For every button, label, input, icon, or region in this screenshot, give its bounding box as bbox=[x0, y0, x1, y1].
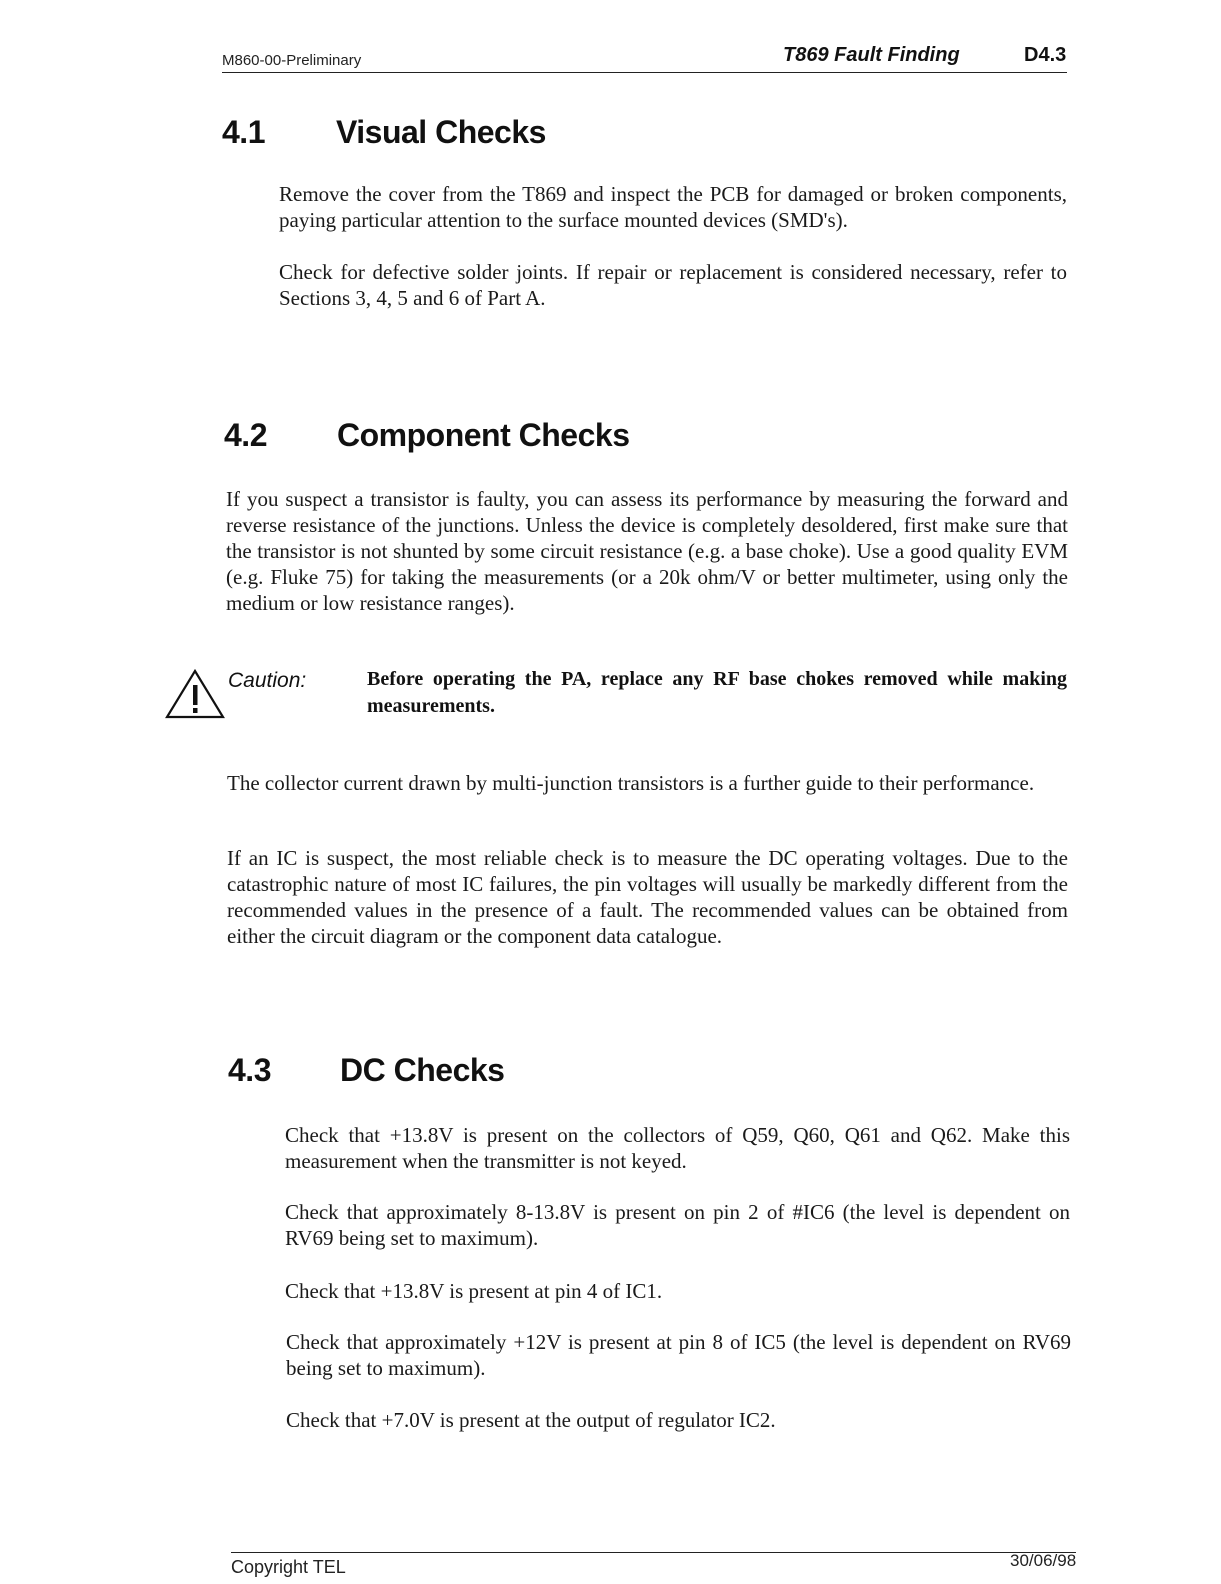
header-rule bbox=[222, 72, 1067, 73]
copyright-notice: Copyright TEL bbox=[231, 1557, 346, 1577]
section-number: 4.3 bbox=[228, 1052, 271, 1088]
paragraph: If an IC is suspect, the most reliable check is to measure the DC operating voltages. Due to the catastrophic nature of most IC failures, the pin voltages will usually be markedly different from the recommended values in the presence of a fault. The recommended values can be obtained from either the circuit diagram or the component data catalogue. bbox=[227, 846, 1068, 948]
paragraph: Check that approximately 8-13.8V is present on pin 2 of #IC6 (the level is dependent on RV69 being set to maximum). bbox=[285, 1200, 1070, 1250]
section-title: DC Checks bbox=[340, 1052, 505, 1088]
footer-rule bbox=[231, 1552, 1076, 1553]
caution-text: Before operating the PA, replace any RF base chokes removed while making measurements. bbox=[367, 668, 1067, 717]
section-title: Visual Checks bbox=[336, 114, 546, 150]
paragraph: Check that +13.8V is present on the collectors of Q59, Q60, Q61 and Q62. Make this measurement when the transmitter is not keyed. bbox=[285, 1123, 1070, 1173]
paragraph: Check that +7.0V is present at the output of regulator IC2. bbox=[286, 1408, 776, 1432]
page-number: D4.3 bbox=[1024, 44, 1067, 66]
chapter-title: T869 Fault Finding bbox=[783, 44, 960, 66]
paragraph: Check for defective solder joints. If repair or replacement is considered necessary, refer to Sections 3, 4, 5 and 6 of Part A. bbox=[279, 260, 1067, 310]
section-number: 4.2 bbox=[224, 417, 267, 453]
caution-label: Caution: bbox=[228, 669, 307, 692]
document-code: M860-00-Preliminary bbox=[222, 52, 362, 69]
paragraph: Check that approximately +12V is present at pin 8 of IC5 (the level is dependent on RV69 being set to maximum). bbox=[286, 1330, 1071, 1380]
section-number: 4.1 bbox=[222, 114, 265, 150]
paragraph: Check that +13.8V is present at pin 4 of IC1. bbox=[285, 1279, 663, 1303]
warning-triangle-icon bbox=[164, 668, 226, 720]
revision-date: 30/06/98 bbox=[1010, 1551, 1077, 1570]
paragraph: If you suspect a transistor is faulty, you can assess its performance by measuring the forward and reverse resistance of the junctions. Unless the device is completely desoldered, first make sure that the transistor is not shunted by some circuit resistance (e.g. a base choke). Use a good quality EVM (e.g. Fluke 75) for taking the measurements (or a 20k ohm/V or better multimeter, using only the medium or low resistance ranges). bbox=[226, 487, 1068, 615]
section-title: Component Checks bbox=[337, 417, 630, 453]
paragraph: Remove the cover from the T869 and inspect the PCB for damaged or broken components, paying particular attention to the surface mounted devices (SMD's). bbox=[279, 182, 1067, 232]
paragraph: The collector current drawn by multi-junction transistors is a further guide to their performance. bbox=[227, 771, 1035, 795]
